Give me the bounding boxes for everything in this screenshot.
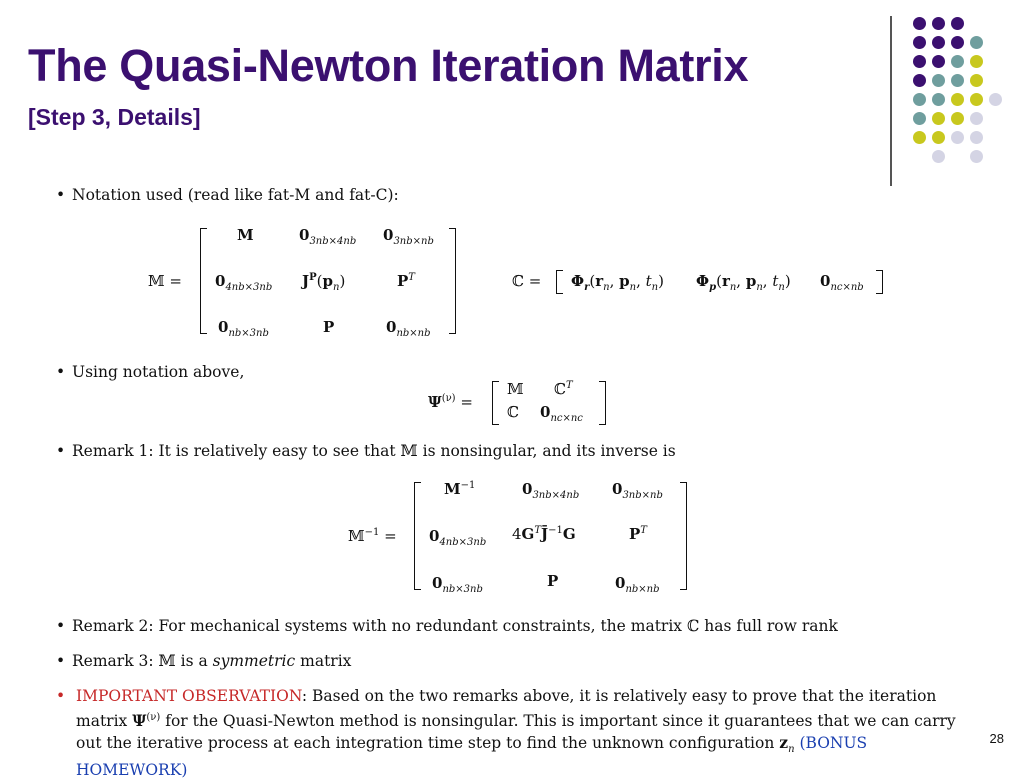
slide-title: The Quasi-Newton Iteration Matrix <box>28 40 749 91</box>
dot-icon <box>951 36 964 49</box>
header-divider <box>890 16 892 186</box>
important-label: IMPORTANT OBSERVATION <box>76 687 302 705</box>
matrix-C-label: ℂ = <box>512 272 542 290</box>
bullet-remark3 <box>56 652 351 670</box>
page-number: 28 <box>989 731 1004 746</box>
matrix-cell: $0_{nb\times nb}$ <box>386 318 431 339</box>
matrix-M-label: 𝕄 = <box>148 272 182 290</box>
matrix-cell: $\Phi_p(r_n$, $p_n$, $t_n$) <box>696 272 791 293</box>
dot-icon <box>913 112 926 125</box>
dot-icon <box>932 36 945 49</box>
dot-icon <box>932 93 945 106</box>
matrix-cell: $0_{3nb\times nb}$ <box>612 480 663 501</box>
dot-icon <box>951 93 964 106</box>
bonus-homework-link[interactable]: BONUS HOMEWORK <box>76 734 868 780</box>
matrix-cell: P <box>547 572 559 590</box>
matrix-cell: 𝕄 <box>507 380 524 398</box>
matrix-cell: $0_{3nb\times 4nb}$ <box>299 226 357 247</box>
matrix-psi-label: $\Psi^{(\nu)}$ = <box>428 393 473 411</box>
matrix-cell: $0_{4nb\times 3nb}$ <box>429 527 487 548</box>
dot-icon <box>932 74 945 87</box>
matrix-cell: ℂ$^T$ <box>554 380 573 398</box>
important-text-1: : Based on the two remarks above, it is relatively easy to prove that the iteration <box>301 687 937 705</box>
matrix-cell: $0_{nb\times 3nb}$ <box>218 318 269 339</box>
bullet-icon: • <box>56 617 66 635</box>
matrix-cell: $P^T$ <box>629 525 647 543</box>
matrix-cell: $0_{nb\times nb}$ <box>615 574 660 595</box>
dot-icon <box>932 150 945 163</box>
bullet-icon: • <box>56 186 66 204</box>
bullet-icon: • <box>56 363 66 381</box>
dot-icon <box>913 17 926 30</box>
matrix-cell: $0_{3nb\times 4nb}$ <box>522 480 580 501</box>
bullet-remark2 <box>56 617 838 635</box>
important-text-3: out the iterative process at each integration time step to find the unknown configuration <box>76 734 775 753</box>
important-text-2a: matrix <box>76 712 128 731</box>
bullet-remark1-text: Remark 1: It is relatively easy to see that 𝕄 is nonsingular, and its inverse is <box>72 442 676 460</box>
dot-icon <box>932 131 945 144</box>
dot-icon <box>932 55 945 68</box>
dot-icon <box>970 55 983 68</box>
left-bracket <box>414 482 421 590</box>
dot-icon <box>913 74 926 87</box>
important-line-1 <box>76 686 966 707</box>
matrix-cell: $J^P(p_n)$ <box>302 272 346 293</box>
dot-icon <box>951 74 964 87</box>
dot-icon <box>970 74 983 87</box>
matrix-cell: $4G^TJ̄^{-1}G$ <box>512 525 576 543</box>
slide-subtitle: [Step 3, Details] <box>28 104 201 130</box>
dot-icon <box>989 93 1002 106</box>
left-bracket <box>556 270 563 294</box>
right-bracket <box>680 482 687 590</box>
bullet-important-marker <box>56 687 72 705</box>
matrix-cell: $0_{3nb\times nb}$ <box>383 226 434 247</box>
matrix-M-inverse-label: 𝕄$^{-1}$ = <box>348 527 397 545</box>
dot-icon <box>970 36 983 49</box>
matrix-cell: ℂ <box>507 403 519 421</box>
matrix-cell: $\Phi_r(r_n$, $p_n$, $t_n$) <box>571 272 664 293</box>
dot-icon <box>970 150 983 163</box>
dot-icon <box>913 131 926 144</box>
matrix-cell: P <box>323 318 335 336</box>
bullet-using <box>56 363 244 381</box>
dot-icon <box>913 93 926 106</box>
right-bracket <box>449 228 456 334</box>
matrix-cell: $0_{nc\times nb}$ <box>820 272 864 293</box>
bullet-notation <box>56 186 399 204</box>
right-bracket <box>599 381 606 425</box>
left-bracket <box>200 228 207 334</box>
bullet-remark1 <box>56 442 676 460</box>
dot-icon <box>951 112 964 125</box>
matrix-cell: $0_{4nb\times 3nb}$ <box>215 272 273 293</box>
bullet-notation-text: Notation used (read like fat-M and fat-C): <box>72 186 399 204</box>
matrix-cell: M <box>237 226 254 244</box>
right-bracket <box>876 270 883 294</box>
dot-icon <box>970 112 983 125</box>
matrix-cell: $M^{-1}$ <box>444 480 476 498</box>
important-line-2: matrix $\Psi^{(\nu)}$ for the Quasi-Newton method is nonsingular. This is important since it guarantees that we can carry <box>76 711 956 731</box>
dot-icon <box>932 112 945 125</box>
important-text-2b: for the Quasi-Newton method is nonsingular. This is important since it guarantees that we can carry <box>165 712 956 731</box>
dot-icon <box>913 55 926 68</box>
dot-icon <box>951 131 964 144</box>
dot-icon <box>913 36 926 49</box>
dot-icon <box>951 17 964 30</box>
left-bracket <box>492 381 499 425</box>
matrix-cell: $0_{nb\times 3nb}$ <box>432 574 483 595</box>
matrix-cell: $0_{nc\times nc}$ <box>540 403 583 424</box>
bullet-remark3-prefix: Remark 3: 𝕄 is a <box>72 652 208 670</box>
important-line-3: out the iterative process at each integration time step to find the unknown configuration $z_n$ (BONUS HOMEWORK) <box>76 733 868 780</box>
bullet-remark3-emphasis: symmetric <box>212 652 296 670</box>
important-observation <box>76 686 966 781</box>
dot-icon <box>970 131 983 144</box>
bullet-icon: • <box>56 687 66 705</box>
bullet-remark3-suffix: matrix <box>300 652 352 670</box>
bullet-using-text: Using notation above, <box>72 363 245 381</box>
bullet-icon: • <box>56 442 66 460</box>
dot-icon <box>932 17 945 30</box>
matrix-cell: $P^T$ <box>397 272 415 290</box>
bullet-icon: • <box>56 652 66 670</box>
dot-icon <box>970 93 983 106</box>
bullet-remark2-text: Remark 2: For mechanical systems with no redundant constraints, the matrix ℂ has full row rank <box>72 617 838 635</box>
dot-icon <box>951 55 964 68</box>
